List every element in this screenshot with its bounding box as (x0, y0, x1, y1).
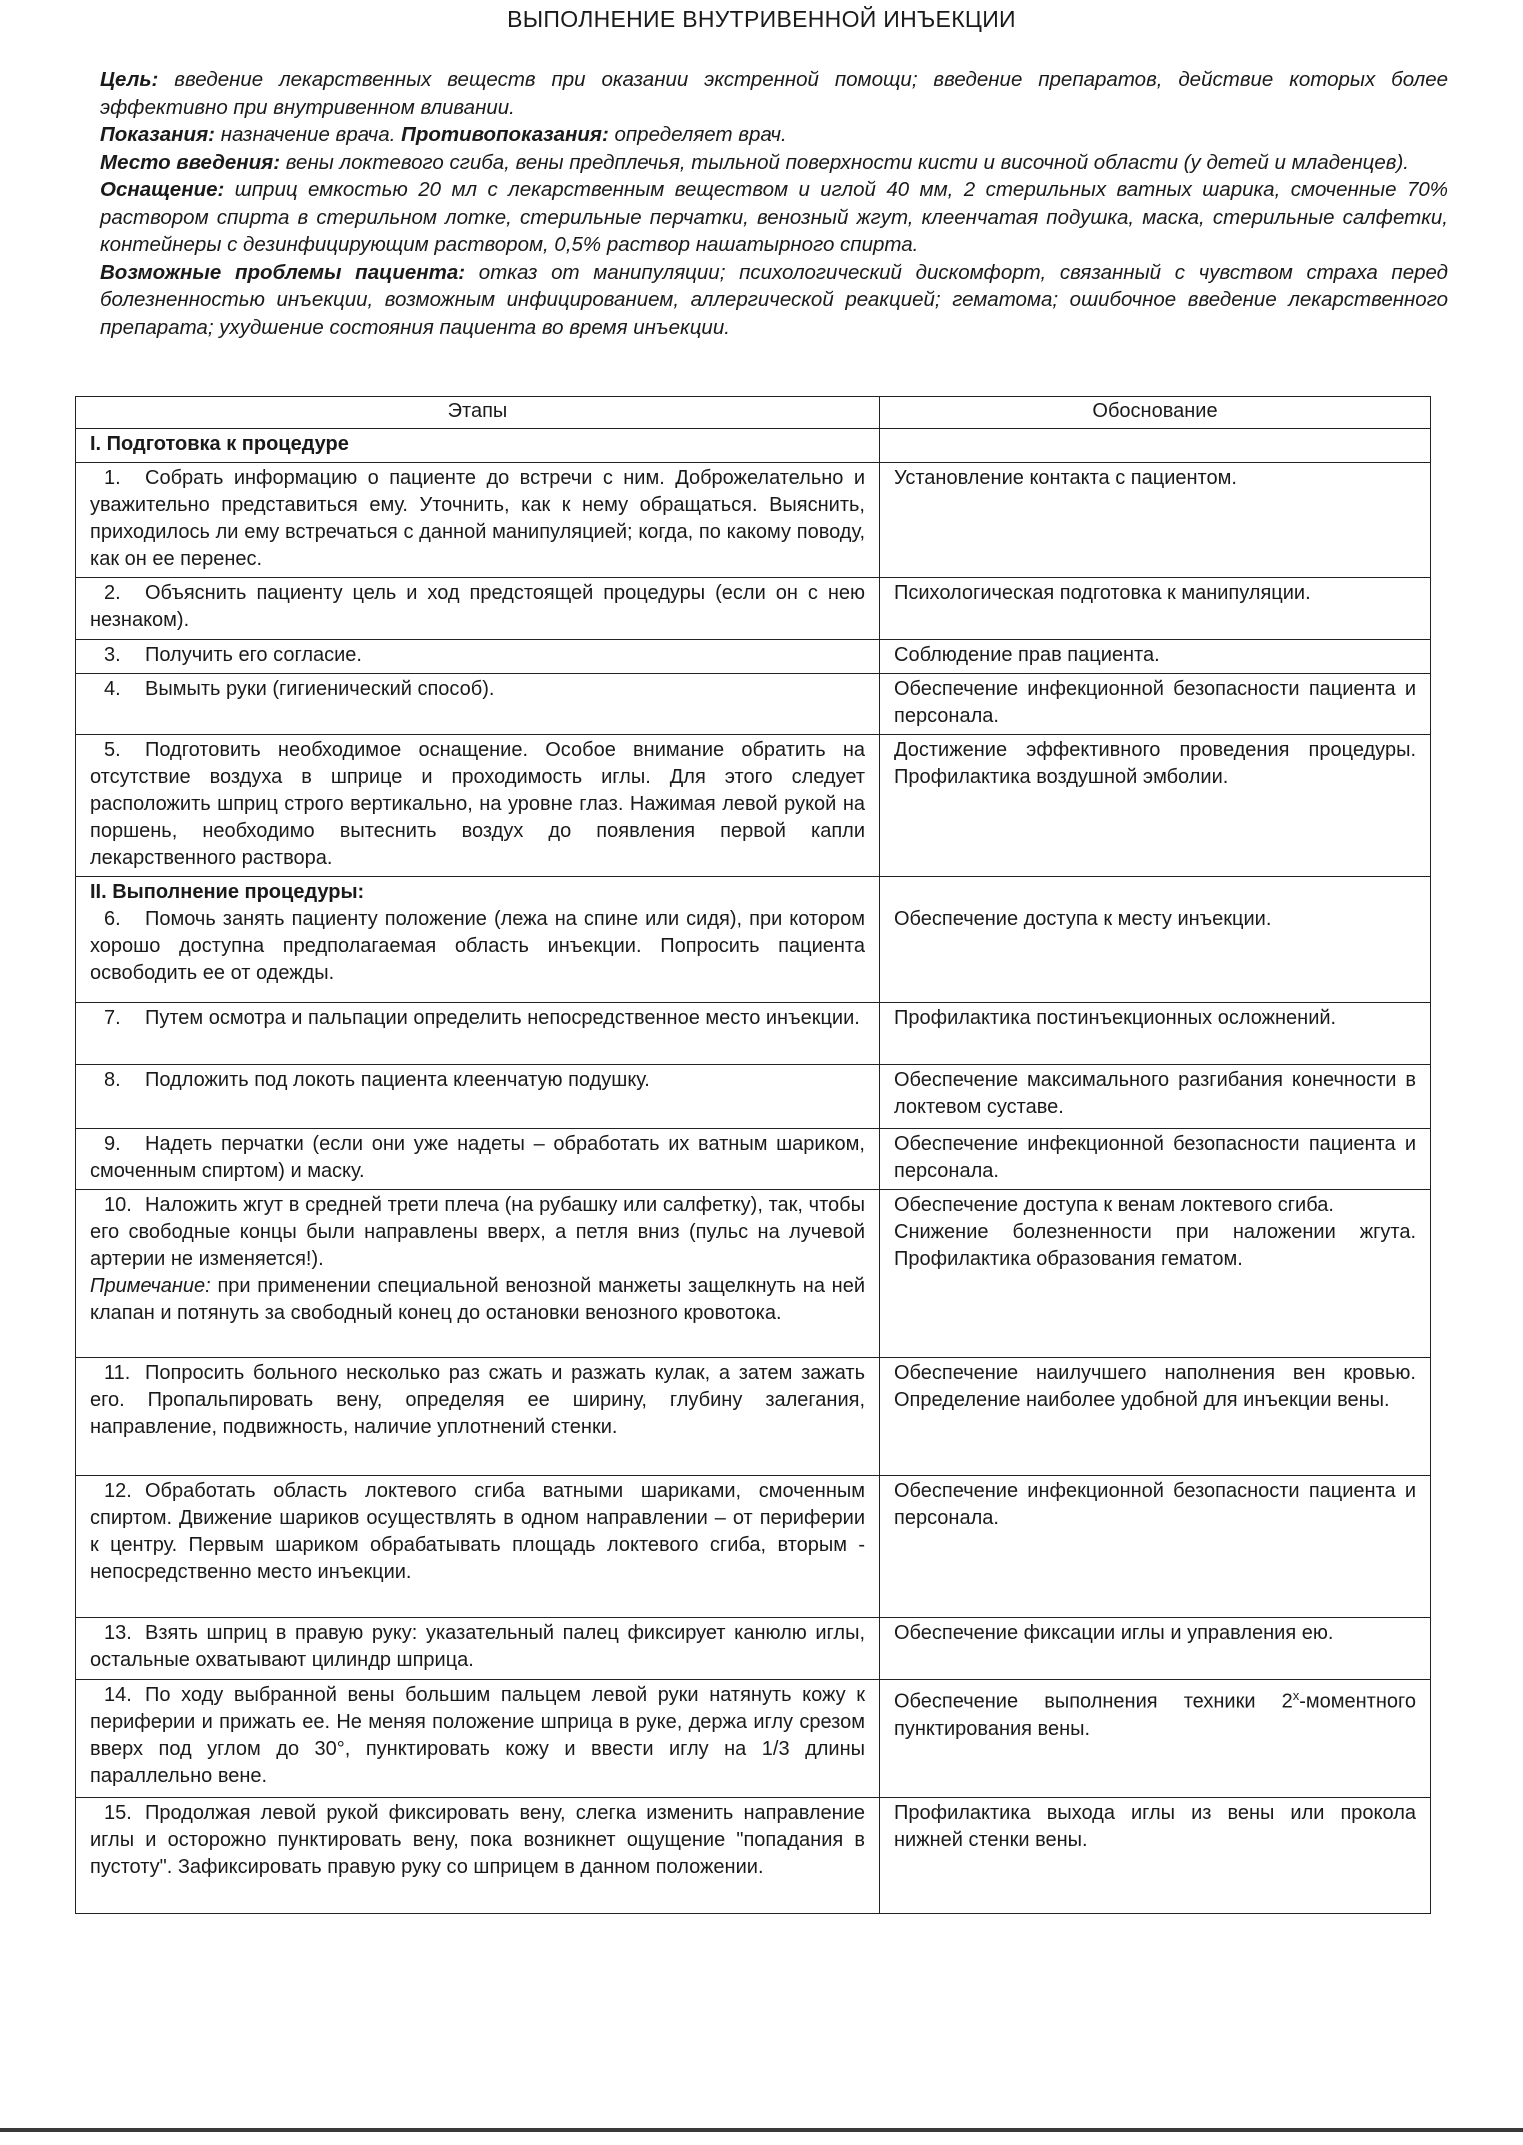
step-cell (76, 735, 880, 877)
intro-block (100, 66, 1448, 341)
rationale-cell: Обеспечение фиксации иглы и управления ею. (880, 1618, 1431, 1680)
section-title: II. Выполнение процедуры: (90, 881, 365, 903)
step-number: 6. (104, 908, 121, 930)
note-label: Примечание: (90, 1275, 211, 1297)
step-number: 10. (104, 1194, 132, 1216)
step-number: 1. (104, 467, 121, 489)
table-row (76, 1190, 1431, 1358)
indications-paragraph (100, 121, 1448, 149)
table-row (76, 1003, 1431, 1065)
rationale-cell: Обеспечение наилучшего наполнения вен кровью. Определение наиболее удобной для инъекции вены. (880, 1358, 1431, 1476)
note-text: при применении специальной венозной манжеты защелкнуть на ней клапан и потянуть за свободный конец до остановки венозного кровотока. (90, 1275, 866, 1324)
site-paragraph (100, 149, 1448, 177)
step-number: 9. (104, 1133, 121, 1155)
step-number: 5. (104, 739, 121, 761)
goal-paragraph (100, 66, 1448, 121)
step-text: Путем осмотра и пальпации определить непосредственное место инъекции. (145, 1007, 860, 1029)
goal-label: Цель: (100, 68, 159, 91)
table-row (76, 1358, 1431, 1476)
table-row (76, 1618, 1431, 1680)
table-row (76, 1476, 1431, 1618)
header-steps: Этапы (76, 397, 880, 429)
rationale-text: Обеспечение выполнения техники 2 (894, 1690, 1293, 1713)
document-title: ВЫПОЛНЕНИЕ ВНУТРИВЕННОЙ ИНЪЕКЦИИ (507, 6, 1016, 32)
scan-bottom-edge (0, 2128, 1523, 2132)
step-text: Подложить под локоть пациента клеенчатую подушку. (145, 1069, 650, 1091)
indications-text: назначение врача. (220, 123, 396, 146)
step-cell (76, 877, 880, 1003)
step-text: Подготовить необходимое оснащение. Особое внимание обратить на отсутствие воздуха в шприце и проходимость иглы. Для этого следует расположить шприц строго вертикально, на уровне глаз. Нажимая левой рукой на поршень, необходимо вытеснить воздух до появления первой капли лекарственного раствора. (90, 739, 865, 869)
step-number: 11. (104, 1362, 131, 1384)
rationale-cell: Обеспечение инфекционной безопасности пациента и персонала. (880, 1476, 1431, 1618)
rationale-cell: Соблюдение прав пациента. (880, 640, 1431, 674)
rationale-cell: Обеспечение максимального разгибания конечности в локтевом суставе. (880, 1065, 1431, 1129)
indications-label: Показания: (100, 123, 215, 146)
section-row-preparation (76, 429, 1431, 463)
step-number: 3. (104, 644, 121, 666)
step-text: Наложить жгут в средней трети плеча (на рубашку или салфетку), так, чтобы его свободные концы были направлены вверх, а петля вниз (пульс на лучевой артерии не изменяется!). (90, 1194, 865, 1270)
rationale-cell: Обеспечение инфекционной безопасности пациента и персонала. (880, 1129, 1431, 1190)
rationale-cell (880, 1190, 1431, 1358)
step-text: Надеть перчатки (если они уже надеты – обработать их ватным шариком, смоченным спиртом) и маску. (90, 1133, 865, 1182)
rationale-cell: Профилактика постинъекционных осложнений. (880, 1003, 1431, 1065)
step-text: Собрать информацию о пациенте до встречи с ним. Доброжелательно и уважительно представиться ему. Уточнить, как к нему обращаться. Выяснить, приходилось ли ему встречаться с данной манипуляцией; когда, по какому поводу, как он ее перенес. (90, 467, 865, 570)
table-row (76, 735, 1431, 877)
section-title: I. Подготовка к процедуре (76, 429, 880, 463)
step-cell (76, 578, 880, 640)
table-row (76, 1065, 1431, 1129)
table-header-row (76, 397, 1431, 429)
step-number: 12. (104, 1480, 132, 1502)
step-cell (76, 1798, 880, 1914)
procedure-table (75, 396, 1431, 1914)
step-text: Объяснить пациенту цель и ход предстоящей процедуры (если он с нею незнаком). (90, 582, 865, 631)
step-cell (76, 1618, 880, 1680)
step-cell (76, 1129, 880, 1190)
step-text: Вымыть руки (гигиенический способ). (145, 678, 495, 700)
step-text: Попросить больного несколько раз сжать и разжать кулак, а затем зажать его. Пропальпировать вену, определяя ее ширину, глубину залегания, направление, подвижность, наличие уплотнений стенки. (90, 1362, 865, 1438)
rationale-cell: Профилактика выхода иглы из вены или прокола нижней стенки вены. (880, 1798, 1431, 1914)
problems-text: отказ от манипуляции; психологический дискомфорт, связанный с чувством страха перед болезненностью инъекции, возможным инфицированием, аллергической реакцией; гематома; ошибочное введение лекарственного препарата; ухудшение состояния пациента во время инъекции. (100, 260, 1449, 339)
step-cell (76, 1476, 880, 1618)
rationale-text-2: -моментного пунктирования вены. (894, 1690, 1416, 1740)
step-number: 14. (104, 1684, 132, 1706)
empty-cell (880, 429, 1431, 463)
problems-label: Возможные проблемы пациента: (100, 260, 466, 284)
step-number: 13. (104, 1622, 132, 1644)
table-row (76, 1680, 1431, 1798)
rationale-cell: Психологическая подготовка к манипуляции. (880, 578, 1431, 640)
rationale-text: Обеспечение доступа к венам локтевого сгиба. (894, 1194, 1334, 1216)
step-text: Обработать область локтевого сгиба ватными шариками, смоченным спиртом. Движение шариков осуществлять в одном направлении – от периферии к центру. Первым шариком обрабатывать площадь локтевого сгиба, вторым - непосредственно место инъекции. (90, 1480, 865, 1583)
site-text: вены локтевого сгиба, вены предплечья, тыльной поверхности кисти и височной области (у детей и младенцев). (285, 150, 1409, 174)
equipment-text: шприц емкостью 20 мл с лекарственным веществом и иглой 40 мм, 2 стерильных ватных шарика, смоченные 70% раствором спирта в стерильном лотке, стерильные перчатки, венозный жгут, клеенчатая подушка, маска, стерильные салфетки, контейнеры с дезинфицирующим раствором, 0,5% раствор нашатырного спирта. (100, 178, 1448, 256)
step-cell (76, 1003, 880, 1065)
equipment-paragraph (100, 176, 1448, 259)
contraindications-text: определяет врач. (614, 123, 787, 146)
table-row (76, 463, 1431, 578)
step-cell (76, 640, 880, 674)
step-cell (76, 1065, 880, 1129)
rationale-text-2: Снижение болезненности при наложении жгута. Профилактика образования гематом. (894, 1221, 1416, 1270)
rationale-cell: Обеспечение инфекционной безопасности пациента и персонала. (880, 674, 1431, 735)
table-row (76, 578, 1431, 640)
table-row (76, 1129, 1431, 1190)
step-cell (76, 1680, 880, 1798)
contraindications-label: Противопоказания: (401, 123, 609, 146)
rationale-cell: Достижение эффективного проведения процедуры. Профилактика воздушной эмболии. (880, 735, 1431, 877)
step-number: 15. (104, 1802, 132, 1824)
step-cell (76, 1190, 880, 1358)
step-cell (76, 1358, 880, 1476)
step-number: 8. (104, 1069, 121, 1091)
equipment-label: Оснащение: (100, 178, 225, 201)
step-number: 4. (104, 678, 121, 700)
rationale-cell: Обеспечение доступа к месту инъекции. (880, 877, 1431, 1003)
step-number: 2. (104, 582, 121, 604)
step-cell (76, 463, 880, 578)
step-text: По ходу выбранной вены большим пальцем левой руки натянуть кожу к периферии и прижать ее. Не меняя положение шприца в руке, держа иглу срезом вверх под углом до 30°, пунктировать кожу и ввести иглу на 1/3 длины параллельно вене. (90, 1684, 865, 1787)
header-rationale: Обоснование (880, 397, 1431, 429)
problems-paragraph (100, 259, 1448, 342)
goal-text: введение лекарственных веществ при оказании экстренной помощи; введение препаратов, действие которых более эффективно при внутривенном вливании. (100, 68, 1449, 119)
rationale-cell (880, 1680, 1431, 1798)
rationale-cell: Установление контакта с пациентом. (880, 463, 1431, 578)
step-number: 7. (104, 1007, 121, 1029)
step-cell (76, 674, 880, 735)
table-row (76, 877, 1431, 1003)
site-label: Место введения: (100, 150, 281, 174)
table-row (76, 674, 1431, 735)
step-text: Помочь занять пациенту положение (лежа на спине или сидя), при котором хорошо доступна предполагаемая область инъекции. Попросить пациента освободить ее от одежды. (90, 908, 865, 984)
table-row (76, 640, 1431, 674)
rationale-superscript: х (1292, 1688, 1300, 1703)
step-text: Получить его согласие. (145, 644, 362, 666)
step-text: Продолжая левой рукой фиксировать вену, слегка изменить направление иглы и осторожно пунктировать вену, пока возникнет ощущение "попадания в пустоту". Зафиксировать правую руку со шприцем в данном положении. (90, 1802, 865, 1878)
step-text: Взять шприц в правую руку: указательный палец фиксирует канюлю иглы, остальные охватывают цилиндр шприца. (90, 1622, 865, 1671)
table-row (76, 1798, 1431, 1914)
